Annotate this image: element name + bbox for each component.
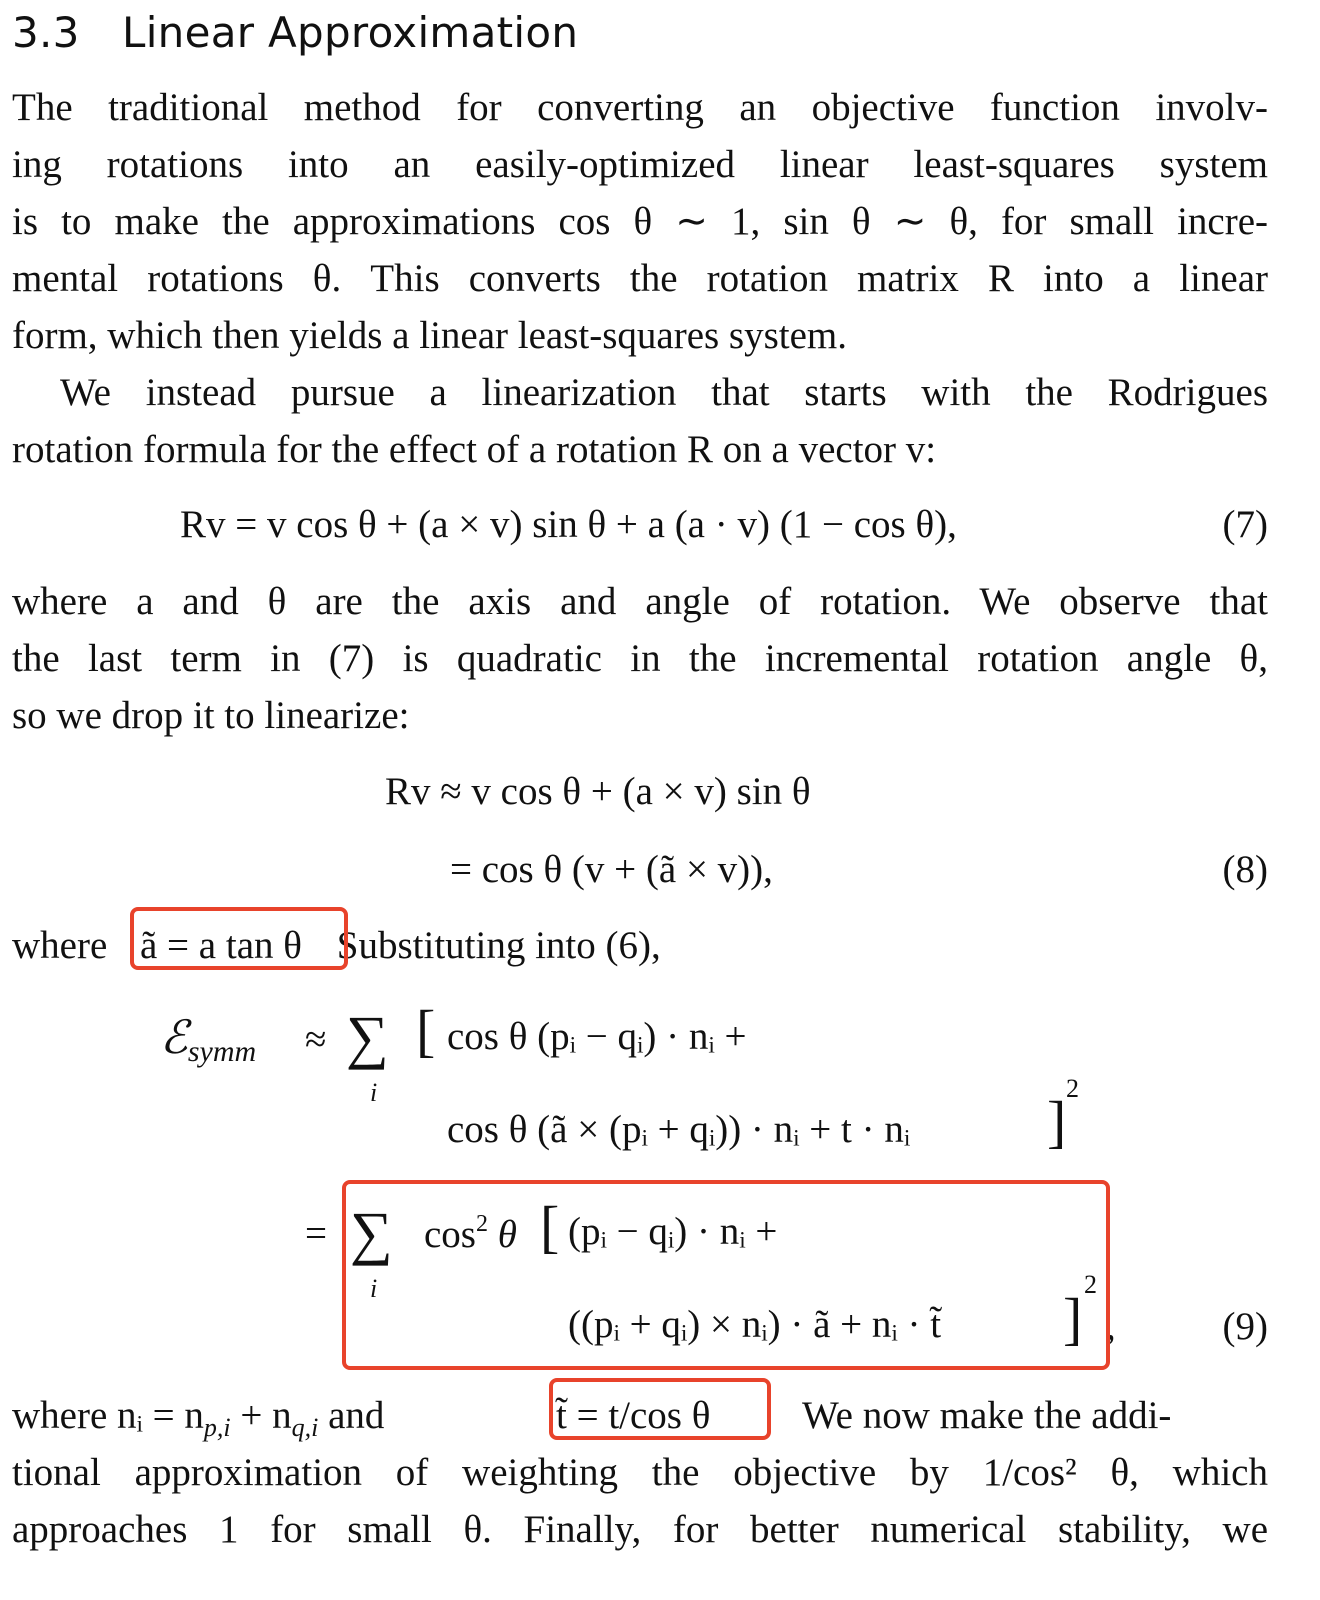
paragraph-line: is to make the approximations cos θ ∼ 1, sin θ ∼ θ, for small incre-	[12, 200, 1268, 243]
sum-index: i	[370, 1274, 378, 1303]
equation-9-line-4: ((pᵢ + qᵢ) × nᵢ) · ã + nᵢ · t̃	[568, 1303, 942, 1346]
paragraph-line: We instead pursue a linearization that starts with the Rodrigues	[60, 371, 1268, 414]
section-title: Linear Approximation	[122, 8, 579, 57]
text-where: where	[12, 924, 108, 967]
approx-symbol: ≈	[305, 1018, 327, 1061]
paragraph-line: mental rotations θ. This converts the rotation matrix R into a linear	[12, 257, 1268, 300]
equation-8-line-1: Rv ≈ v cos θ + (a × v) sin θ	[385, 770, 811, 813]
energy-symbol: ℰ$_{symm}$	[160, 1012, 257, 1068]
highlight-box	[342, 1180, 1110, 1370]
paragraph-line: ing rotations into an easily-optimized linear least-squares system	[12, 143, 1268, 186]
sum-symbol: ∑	[346, 1004, 389, 1070]
highlight-box	[130, 907, 348, 970]
right-bracket: ]	[1047, 1089, 1067, 1154]
paragraph-line: where nᵢ = $n_{p,i} + n_{q,i}$ and	[12, 1394, 385, 1442]
cos-squared: $\cos^2 \theta$	[424, 1211, 517, 1256]
paragraph-line: We now make the addi-	[802, 1394, 1172, 1437]
equals-symbol: =	[305, 1212, 327, 1255]
paragraph-line: where a and θ are the axis and angle of rotation. We observe that	[12, 580, 1268, 623]
equation-number-9: (9)	[1222, 1305, 1268, 1348]
equation-7: Rv = v cos θ + (a × v) sin θ + a (a · v) (1 − cos θ),	[180, 503, 957, 546]
boxed-definition-t-tilde: t̃ = t/cos θ	[556, 1394, 711, 1437]
square-exponent: 2	[1066, 1074, 1079, 1103]
equation-number-8: (8)	[1222, 848, 1268, 891]
paragraph-line: approaches 1 for small θ. Finally, for better numerical stability, we	[12, 1508, 1268, 1551]
equation-9-line-2: cos θ (ã × (pᵢ + qᵢ)) · nᵢ + t · nᵢ	[447, 1108, 911, 1151]
left-bracket: [	[540, 1194, 560, 1259]
text-substituting: Substituting into (6),	[336, 924, 661, 967]
section-number: 3.3	[12, 8, 80, 57]
boxed-definition-a-tilde: ã = a tan θ	[140, 924, 302, 967]
equation-9-line-1: cos θ (pᵢ − qᵢ) · nᵢ +	[447, 1015, 747, 1058]
left-bracket: [	[416, 998, 436, 1063]
paragraph-line: rotation formula for the effect of a rotation R on a vector v:	[12, 428, 937, 471]
text-where-ni: where nᵢ = n	[12, 1394, 204, 1437]
paragraph-line: The traditional method for converting an objective function involv-	[12, 86, 1268, 129]
paragraph-line: the last term in (7) is quadratic in the incremental rotation angle θ,	[12, 637, 1268, 680]
highlight-box	[549, 1378, 771, 1440]
equation-8-line-2: = cos θ (v + (ã × v)),	[450, 848, 773, 891]
equation-number-7: (7)	[1222, 503, 1268, 546]
paragraph-line: so we drop it to linearize:	[12, 694, 410, 737]
equation-comma: ,	[1106, 1305, 1116, 1348]
right-bracket: ]	[1063, 1286, 1083, 1351]
square-exponent: 2	[1084, 1270, 1097, 1299]
paragraph-line: tional approximation of weighting the objective by 1/cos² θ, which	[12, 1451, 1268, 1494]
paragraph-line: form, which then yields a linear least-squares system.	[12, 314, 848, 357]
sum-symbol: ∑	[350, 1200, 393, 1266]
equation-9-line-3: (pᵢ − qᵢ) · nᵢ +	[568, 1210, 778, 1253]
sum-index: i	[370, 1078, 378, 1107]
section-heading	[12, 8, 578, 57]
